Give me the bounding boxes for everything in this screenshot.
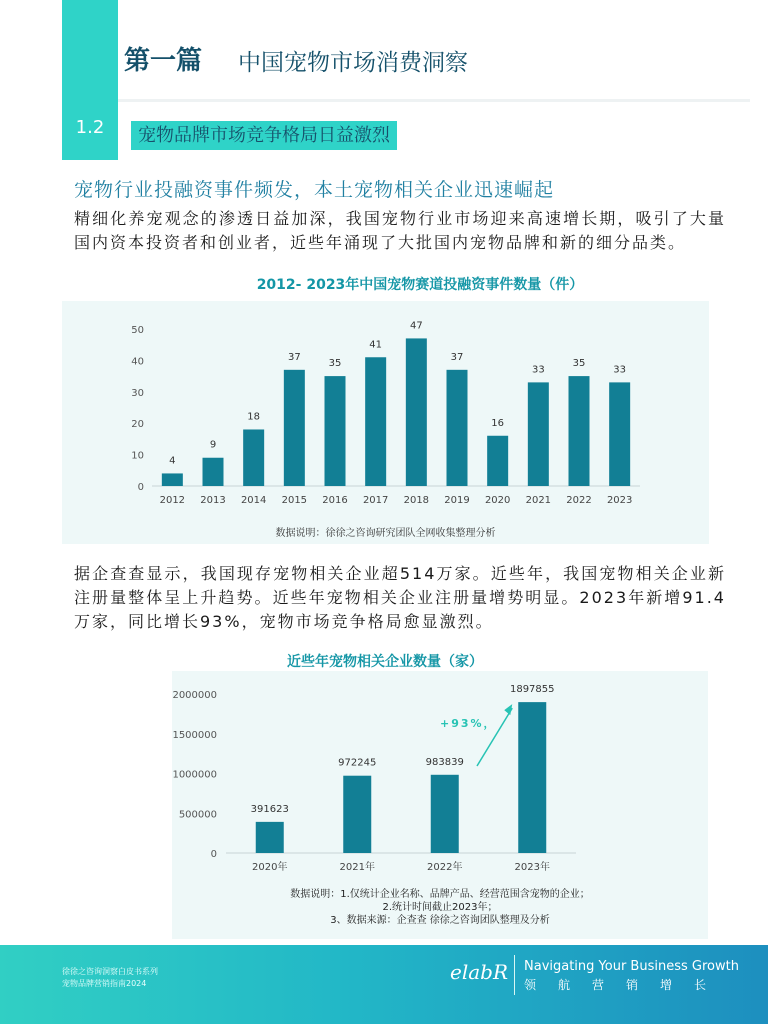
data-label: 33 bbox=[531, 364, 545, 376]
footer-divider bbox=[514, 955, 515, 995]
y-tick-label: 0 bbox=[137, 482, 144, 493]
x-tick-label: 2020 bbox=[484, 495, 511, 506]
y-tick-label: 10 bbox=[131, 450, 144, 462]
y-tick-label: 30 bbox=[131, 387, 144, 399]
part-title: 中国宠物市场消费洞察 bbox=[238, 50, 468, 76]
data-label: 37 bbox=[287, 351, 301, 363]
chart1-svg bbox=[62, 301, 709, 544]
x-tick-label: 2013 bbox=[200, 495, 226, 506]
y-tick-label: 2000000 bbox=[172, 690, 217, 701]
chart2-title: 近些年宠物相关企业数量（家） bbox=[287, 654, 483, 670]
data-label: 9 bbox=[209, 439, 217, 451]
y-tick-label: 1000000 bbox=[172, 769, 217, 781]
chart1-panel bbox=[62, 301, 709, 544]
data-label: 983839 bbox=[425, 756, 464, 768]
x-tick-label: 2023 bbox=[606, 495, 633, 506]
data-label: 41 bbox=[369, 339, 383, 351]
bar bbox=[487, 436, 508, 486]
bar bbox=[447, 370, 468, 486]
section-title: 宠物品牌市场竞争格局日益激烈 bbox=[131, 121, 397, 150]
footer-slogan-cn: 领航营销增长 bbox=[524, 978, 729, 992]
chart2-note-line: 3、数据来源：企查查 徐徐之咨询团队整理及分析 bbox=[330, 915, 550, 926]
x-tick-label: 2022年 bbox=[427, 862, 463, 873]
header-divider bbox=[118, 99, 750, 102]
bar bbox=[203, 458, 224, 486]
part-label: 第一篇 bbox=[124, 46, 203, 76]
bar bbox=[431, 775, 459, 853]
data-label: 1897855 bbox=[509, 684, 555, 696]
footer-slogan-en: Navigating Your Business Growth bbox=[524, 959, 739, 974]
section-number: 1.2 bbox=[75, 117, 105, 138]
y-tick-label: 40 bbox=[131, 356, 144, 368]
bar bbox=[284, 370, 305, 486]
bar bbox=[162, 473, 183, 486]
x-tick-label: 2022 bbox=[566, 495, 592, 506]
x-tick-label: 2020年 bbox=[252, 862, 288, 873]
bar bbox=[256, 822, 284, 853]
paragraph-enterprises: 据企查查显示，我国现存宠物相关企业超514万家。近些年，我国宠物相关企业新注册量整体呈上升趋势。近些年宠物相关企业注册量增势明显。2023年新增91.4万家，同比增长93%，宠物市场竞争格局愈显激烈。 bbox=[74, 564, 726, 631]
data-label: 16 bbox=[491, 417, 505, 429]
y-tick-label: 500000 bbox=[178, 809, 217, 821]
x-tick-label: 2021年 bbox=[339, 862, 375, 873]
x-tick-label: 2018 bbox=[403, 495, 430, 506]
x-tick-label: 2023年 bbox=[514, 862, 550, 873]
data-label: 18 bbox=[247, 411, 261, 423]
x-tick-label: 2017 bbox=[362, 495, 389, 506]
bar bbox=[518, 702, 546, 853]
data-label: 972245 bbox=[338, 757, 377, 769]
bar bbox=[569, 376, 590, 486]
subheading: 宠物行业投融资事件频发，本土宠物相关企业迅速崛起 bbox=[74, 179, 555, 201]
chart2-note-line: 数据说明：1.仅统计企业名称、品牌产品、经营范围含宠物的企业； bbox=[290, 889, 590, 900]
data-label: 35 bbox=[572, 358, 586, 370]
y-tick-label: 50 bbox=[131, 325, 144, 336]
chart2-note-line: 2.统计时间截止2023年； bbox=[382, 902, 498, 913]
data-label: 35 bbox=[328, 358, 342, 370]
data-label: 4 bbox=[169, 455, 176, 467]
chart2-note bbox=[180, 888, 700, 927]
bar bbox=[243, 429, 264, 486]
data-label: 391623 bbox=[250, 803, 289, 815]
x-tick-label: 2021 bbox=[525, 495, 552, 506]
growth-annotation: +93%， bbox=[440, 717, 497, 730]
bar bbox=[406, 338, 427, 486]
bar bbox=[365, 357, 386, 486]
bar bbox=[528, 382, 549, 486]
brand-logo: elabR bbox=[450, 960, 509, 984]
data-label: 37 bbox=[450, 351, 464, 363]
y-tick-label: 0 bbox=[210, 849, 217, 860]
footer-series-line2: 宠物品牌营销指南2024 bbox=[62, 979, 147, 988]
x-tick-label: 2019 bbox=[444, 495, 470, 506]
x-tick-label: 2012 bbox=[159, 495, 186, 506]
y-tick-label: 20 bbox=[131, 419, 144, 431]
data-label: 47 bbox=[409, 320, 423, 332]
bar bbox=[609, 382, 630, 486]
data-label: 33 bbox=[613, 364, 627, 376]
chart1-title: 2012- 2023年中国宠物赛道投融资事件数量（件） bbox=[256, 277, 584, 293]
footer-series-line1: 徐徐之咨询洞察白皮书系列 bbox=[62, 967, 158, 976]
chart1-note: 数据说明：徐徐之咨询研究团队全网收集整理分析 bbox=[275, 528, 496, 539]
x-tick-label: 2015 bbox=[281, 495, 308, 506]
bar bbox=[343, 776, 371, 853]
x-tick-label: 2014 bbox=[240, 495, 267, 506]
y-tick-label: 1500000 bbox=[172, 729, 217, 741]
paragraph-investment: 精细化养宠观念的渗透日益加深，我国宠物行业市场迎来高速增长期，吸引了大量国内资本投资者和创业者，近些年涌现了大批国内宠物品牌和新的细分品类。 bbox=[74, 209, 726, 252]
x-tick-label: 2016 bbox=[322, 495, 348, 506]
bar bbox=[325, 376, 346, 486]
